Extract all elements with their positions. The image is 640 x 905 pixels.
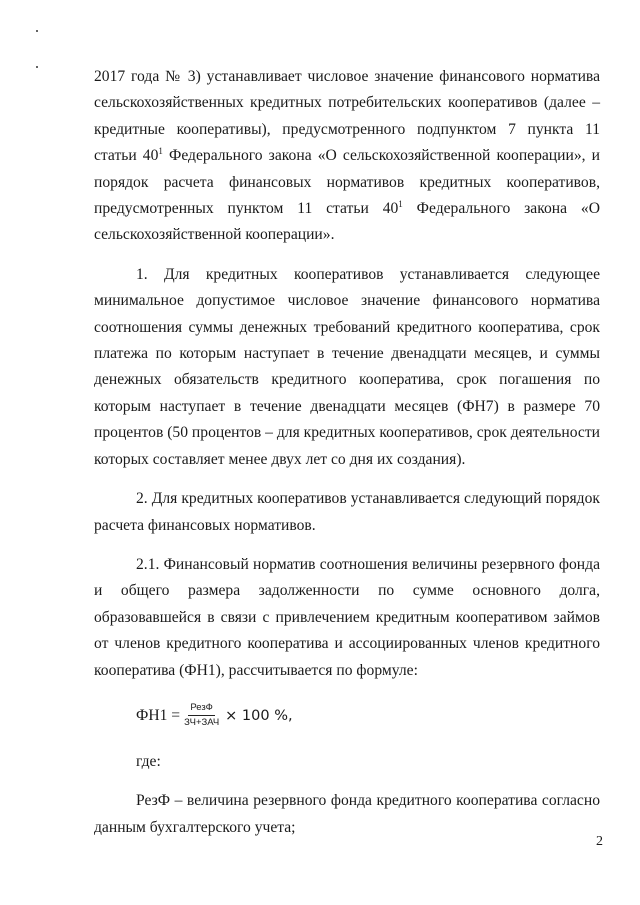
intro-text-c: Федерального закона «О сельскохозяйственной кооперации». bbox=[94, 200, 600, 244]
superscript: 1 bbox=[158, 146, 163, 157]
intro-text-a: 2017 года № 3) устанавливает числовое значение финансового норматива сельскохозяйственных кредитных потребительских кооперативов (далее – кредитные кооперативы), предусмотренного подпунктом 7 пункта 11 статьи 40 bbox=[94, 68, 600, 165]
intro-text-b: Федерального закона «О сельскохозяйственной кооперации», и порядок расчета финансовых нормативов кредитных кооперативов, предусмотренных пунктом 11 статьи 40 bbox=[94, 147, 600, 218]
definition-rezf: РезФ – величина резервного фонда кредитного кооператива согласно данным бухгалтерского учета; bbox=[94, 792, 600, 836]
scan-dot bbox=[36, 30, 38, 32]
formula-numerator: РезФ bbox=[188, 702, 215, 716]
where-label: где: bbox=[136, 752, 161, 770]
formula-fn1 bbox=[136, 696, 600, 736]
formula-denominator: ЗЧ+ЗАЧ bbox=[184, 717, 220, 729]
scan-dot bbox=[36, 66, 38, 68]
paragraph-2: 2. Для кредитных кооперативов устанавливается следующий порядок расчета финансовых нормативов. bbox=[94, 490, 600, 534]
page-number: 2 bbox=[596, 834, 603, 849]
paragraph-1: 1. Для кредитных кооперативов устанавливается следующее минимальное допустимое числовое значение финансового норматива соотношения суммы денежных требований кредитного кооператива, срок платежа по которым наступает в течение двенадцати месяцев, и суммы денежных обязательств кредитного кооператива, срок погашения по которым наступает в течение двенадцати месяцев (ФН7) в размере 70 процентов (50 процентов – для кредитных кооперативов, срок деятельности которых составляет менее двух лет со дня их создания). bbox=[94, 265, 600, 468]
superscript: 1 bbox=[398, 199, 403, 210]
formula-lhs: ФН1 = bbox=[136, 706, 181, 724]
document-body bbox=[94, 64, 600, 841]
paragraph-2-1: 2.1. Финансовый норматив соотношения величины резервного фонда и общего размера задолженности по сумме основного долга, образовавшейся в связи с привлечением кредитным кооперативом займов от членов кредитного кооператива и ассоциированных членов кредитного кооператива (ФН1), рассчитывается по формуле: bbox=[94, 555, 600, 679]
formula-rhs: × 100 %, bbox=[225, 707, 293, 724]
paragraph-intro bbox=[94, 64, 600, 249]
formula-fraction bbox=[184, 702, 219, 729]
